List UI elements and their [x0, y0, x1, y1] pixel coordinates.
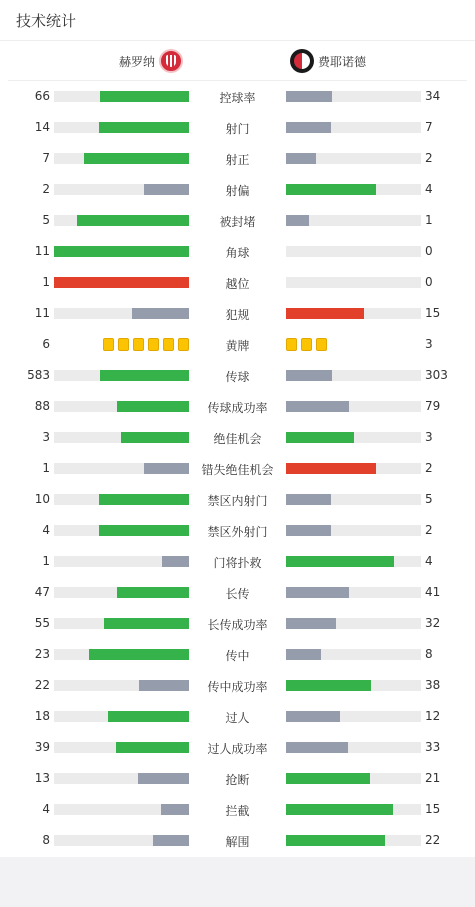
home-value: 23 [34, 647, 50, 661]
away-bar-track [286, 401, 421, 412]
stat-row [0, 360, 475, 391]
stat-row [0, 205, 475, 236]
away-bar [286, 587, 349, 598]
stat-label: 拦截 [225, 804, 250, 818]
away-bar [286, 308, 364, 319]
stat-row [0, 298, 475, 329]
stat-row [0, 453, 475, 484]
away-bar-track [286, 711, 421, 722]
home-value: 88 [34, 399, 50, 413]
away-value: 8 [425, 647, 433, 661]
home-bar [89, 649, 189, 660]
stat-row [0, 484, 475, 515]
home-bar [108, 711, 189, 722]
away-bar [286, 463, 376, 474]
home-value: 47 [34, 585, 50, 599]
yellow-card-icon [133, 338, 144, 351]
stat-label: 禁区外射门 [207, 525, 268, 539]
stat-row [0, 267, 475, 298]
home-bar [153, 835, 189, 846]
home-bar-track [54, 804, 189, 815]
away-bar [286, 556, 394, 567]
teams-header [8, 41, 467, 81]
stat-label: 犯规 [225, 308, 250, 322]
away-bar [286, 494, 331, 505]
home-bar [54, 246, 189, 257]
away-bar [286, 680, 371, 691]
away-value: 303 [425, 368, 448, 382]
home-bar-track [54, 122, 189, 133]
home-bar-track [54, 618, 189, 629]
stat-row [0, 608, 475, 639]
away-bar-track [286, 246, 421, 257]
stat-row [0, 143, 475, 174]
yellow-card-icon [163, 338, 174, 351]
away-team-name: 费耶诺德 [318, 54, 367, 69]
home-bar-track [54, 773, 189, 784]
stat-label: 传球 [225, 370, 250, 384]
stats-list [0, 81, 475, 856]
home-value: 5 [42, 213, 50, 227]
home-bar-track [54, 494, 189, 505]
away-value: 5 [425, 492, 433, 506]
home-value: 55 [34, 616, 50, 630]
section-title: 技术统计 [16, 11, 77, 30]
home-bar-track [54, 432, 189, 443]
away-bar [286, 370, 332, 381]
away-value: 4 [425, 182, 433, 196]
stat-label: 解围 [225, 835, 250, 849]
home-value: 583 [27, 368, 50, 382]
stat-label: 门将扑救 [213, 556, 262, 570]
stat-row [0, 174, 475, 205]
away-value: 7 [425, 120, 433, 134]
away-bar-track [286, 432, 421, 443]
away-bar [286, 215, 309, 226]
home-team-name: 赫罗纳 [118, 54, 155, 69]
away-value: 22 [425, 833, 441, 847]
away-value: 38 [425, 678, 441, 692]
home-bar [161, 804, 189, 815]
away-bar [286, 432, 354, 443]
stat-label: 错失绝佳机会 [201, 463, 274, 477]
away-value: 32 [425, 616, 441, 630]
home-value: 1 [42, 275, 50, 289]
away-value: 12 [425, 709, 441, 723]
stat-row [0, 515, 475, 546]
stat-row [0, 701, 475, 732]
away-value: 0 [425, 244, 433, 258]
home-bar [84, 153, 189, 164]
stat-label: 控球率 [219, 91, 256, 105]
home-value: 3 [42, 430, 50, 444]
yellow-card-icon [286, 338, 297, 351]
stat-row [0, 112, 475, 143]
stat-label: 抢断 [225, 773, 250, 787]
away-bar-track [286, 122, 421, 133]
home-bar-track [54, 463, 189, 474]
stat-label: 长传 [225, 587, 250, 601]
away-bar [286, 618, 336, 629]
away-value: 34 [425, 89, 441, 103]
stat-label: 角球 [225, 246, 250, 260]
home-value: 11 [34, 306, 50, 320]
away-bar-track [286, 587, 421, 598]
home-bar [117, 401, 189, 412]
home-value: 1 [42, 461, 50, 475]
away-bar-track [286, 649, 421, 660]
away-bar-track [286, 184, 421, 195]
home-value: 4 [42, 523, 50, 537]
home-bar [132, 308, 189, 319]
away-team[interactable] [290, 49, 366, 73]
home-bar-track [54, 153, 189, 164]
home-bar [144, 184, 189, 195]
stat-label: 禁区内射门 [207, 494, 268, 508]
away-bar [286, 401, 349, 412]
stat-row [0, 391, 475, 422]
stat-row [0, 329, 475, 360]
stat-label: 射偏 [225, 184, 250, 198]
home-bar-track [54, 184, 189, 195]
away-bar-track [286, 742, 421, 753]
away-value: 4 [425, 554, 433, 568]
home-bar [99, 525, 189, 536]
home-bar-track [54, 680, 189, 691]
stat-row [0, 794, 475, 825]
away-value: 0 [425, 275, 433, 289]
stat-row [0, 546, 475, 577]
stat-label: 射门 [225, 122, 250, 136]
home-value: 4 [42, 802, 50, 816]
away-bar-track [286, 556, 421, 567]
away-value: 79 [425, 399, 441, 413]
home-bar-track [54, 215, 189, 226]
yellow-card-icon [178, 338, 189, 351]
yellow-card-icon [148, 338, 159, 351]
stat-row [0, 763, 475, 794]
yellow-card-icon [118, 338, 129, 351]
home-bar [100, 91, 189, 102]
home-bar-track [54, 556, 189, 567]
home-bar-track [54, 525, 189, 536]
home-bar [121, 432, 189, 443]
away-value: 2 [425, 151, 433, 165]
home-value: 11 [34, 244, 50, 258]
stat-label: 被封堵 [219, 215, 256, 229]
home-value: 66 [34, 89, 50, 103]
yellow-card-icon [301, 338, 312, 351]
home-bar-track [54, 308, 189, 319]
stat-label: 传中 [225, 649, 250, 663]
stat-label: 过人成功率 [207, 742, 268, 756]
away-yellow-cards [286, 338, 327, 351]
away-bar-track [286, 370, 421, 381]
away-bar [286, 742, 348, 753]
home-value: 7 [42, 151, 50, 165]
home-bar [99, 494, 189, 505]
stat-label: 射正 [225, 153, 250, 167]
home-value: 18 [34, 709, 50, 723]
away-bar-track [286, 804, 421, 815]
stat-label: 越位 [225, 277, 250, 291]
home-bar [144, 463, 189, 474]
home-bar-track [54, 835, 189, 846]
stat-label: 传球成功率 [207, 401, 268, 415]
away-value: 3 [425, 337, 433, 351]
home-bar [77, 215, 189, 226]
home-bar-track [54, 401, 189, 412]
home-bar [99, 122, 189, 133]
away-bar-track [286, 91, 421, 102]
home-bar-track [54, 742, 189, 753]
home-value: 8 [42, 833, 50, 847]
away-bar [286, 804, 393, 815]
stat-row [0, 732, 475, 763]
away-bar-track [286, 494, 421, 505]
away-bar [286, 91, 332, 102]
away-bar-track [286, 277, 421, 288]
stat-row [0, 639, 475, 670]
home-bar-track [54, 649, 189, 660]
away-value: 2 [425, 461, 433, 475]
stat-row [0, 577, 475, 608]
stat-row [0, 422, 475, 453]
away-bar [286, 835, 385, 846]
away-bar-track [286, 835, 421, 846]
home-value: 22 [34, 678, 50, 692]
stat-row [0, 825, 475, 856]
away-value: 15 [425, 306, 441, 320]
home-bar [139, 680, 189, 691]
home-bar [54, 277, 189, 288]
home-value: 14 [34, 120, 50, 134]
home-bar-track [54, 587, 189, 598]
away-bar [286, 711, 340, 722]
away-bar-track [286, 215, 421, 226]
stat-label: 黄牌 [225, 339, 250, 353]
away-value: 2 [425, 523, 433, 537]
away-bar [286, 773, 370, 784]
stat-row [0, 81, 475, 112]
home-bar [138, 773, 189, 784]
home-bar-track [54, 246, 189, 257]
section-header [0, 0, 475, 41]
yellow-card-icon [103, 338, 114, 351]
away-bar-track [286, 773, 421, 784]
feyenoord-crest-icon [290, 49, 314, 73]
home-bar-track [54, 91, 189, 102]
away-value: 41 [425, 585, 441, 599]
home-value: 13 [34, 771, 50, 785]
home-bar [117, 587, 189, 598]
girona-crest-icon [159, 49, 183, 73]
home-yellow-cards [103, 338, 189, 351]
away-value: 1 [425, 213, 433, 227]
home-bar [104, 618, 189, 629]
away-bar [286, 649, 321, 660]
home-bar [100, 370, 189, 381]
home-value: 10 [34, 492, 50, 506]
away-value: 21 [425, 771, 441, 785]
stat-label: 绝佳机会 [213, 432, 262, 446]
away-value: 3 [425, 430, 433, 444]
stat-label: 长传成功率 [207, 618, 268, 632]
away-bar-track [286, 680, 421, 691]
away-bar [286, 153, 316, 164]
home-team[interactable] [119, 49, 183, 73]
yellow-card-icon [316, 338, 327, 351]
away-bar-track [286, 153, 421, 164]
home-value: 39 [34, 740, 50, 754]
home-value: 6 [42, 337, 50, 351]
away-bar-track [286, 525, 421, 536]
away-value: 33 [425, 740, 441, 754]
away-bar [286, 525, 331, 536]
home-bar-track [54, 370, 189, 381]
away-bar-track [286, 308, 421, 319]
away-bar [286, 184, 376, 195]
stat-label: 传中成功率 [207, 680, 268, 694]
home-bar [116, 742, 189, 753]
home-bar-track [54, 277, 189, 288]
away-bar-track [286, 463, 421, 474]
home-bar-track [54, 711, 189, 722]
away-value: 15 [425, 802, 441, 816]
stat-label: 过人 [225, 711, 250, 725]
home-value: 1 [42, 554, 50, 568]
stat-row [0, 670, 475, 701]
stat-row [0, 236, 475, 267]
home-value: 2 [42, 182, 50, 196]
away-bar [286, 122, 331, 133]
home-bar [162, 556, 189, 567]
away-bar-track [286, 618, 421, 629]
